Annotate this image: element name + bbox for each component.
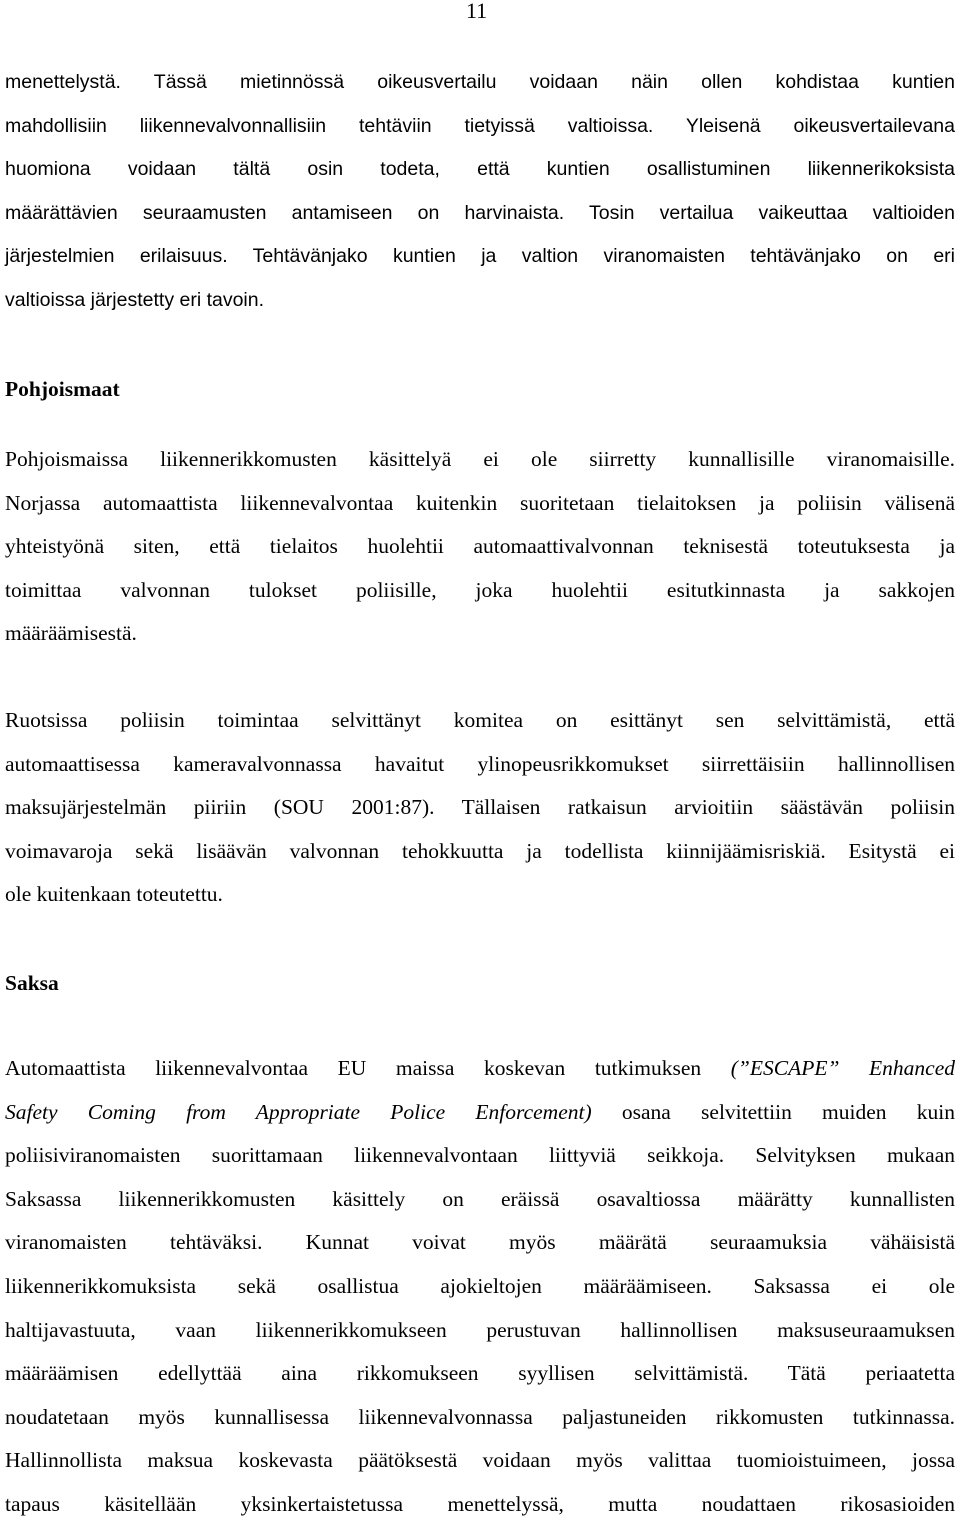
paragraph-saksa bbox=[5, 1047, 955, 1527]
paragraph-ruotsi bbox=[5, 699, 955, 917]
text-run: osana selvitettiin muiden kuin bbox=[591, 1099, 955, 1124]
text-line: haltijavastuuta, vaan liikennerikkomukseen perustuvan hallinnollisen maksuseuraamuksen bbox=[5, 1317, 955, 1342]
section-heading-pohjoismaat: Pohjoismaat bbox=[5, 377, 120, 401]
text-run-italic: Safety Coming from Appropriate Police Enforcement) bbox=[5, 1099, 592, 1124]
page-number: 11 bbox=[466, 0, 488, 23]
text-line: määräämisestä. bbox=[5, 621, 137, 646]
text-line: mahdollisiin liikennevalvonnallisiin tehtäviin tietyissä valtioissa. Yleisenä oikeusvertailevana bbox=[5, 114, 955, 137]
paragraph-intro bbox=[5, 61, 955, 323]
section-heading-saksa: Saksa bbox=[5, 971, 59, 995]
text-line: järjestelmien erilaisuus. Tehtävänjako kuntien ja valtion viranomaisten tehtävänjako on eri bbox=[5, 245, 955, 268]
text-line: toimittaa valvonnan tulokset poliisille, joka huolehtii esitutkinnasta ja sakkojen bbox=[5, 577, 955, 602]
text-line: määräämisen edellyttää aina rikkomukseen syyllisen selvittämistä. Tätä periaatetta bbox=[5, 1361, 955, 1386]
text-line bbox=[5, 1091, 955, 1135]
text-line: maksujärjestelmän piiriin (SOU 2001:87). Tällaisen ratkaisun arvioitiin säästävän poliisin bbox=[5, 795, 955, 820]
text-line: Norjassa automaattista liikennevalvontaa kuitenkin suoritetaan tielaitoksen ja poliisin välisenä bbox=[5, 490, 955, 515]
paragraph-pohjoismaat bbox=[5, 438, 955, 656]
text-line: Ruotsissa poliisin toimintaa selvittänyt komitea on esittänyt sen selvittämistä, että bbox=[5, 708, 955, 732]
text-line: määrättävien seuraamusten antamiseen on harvinaista. Tosin vertailua vaikeuttaa valtioiden bbox=[5, 201, 955, 224]
text-line: liikennerikkomuksista sekä osallistua ajokieltojen määräämiseen. Saksassa ei ole bbox=[5, 1273, 955, 1298]
text-line: voimavaroja sekä lisäävän valvonnan tehokkuutta ja todellista kiinnijäämisriskiä. Esitystä ei bbox=[5, 838, 955, 863]
text-line: Saksassa liikennerikkomusten käsittely on eräissä osavaltiossa määrätty kunnallisten bbox=[5, 1186, 955, 1211]
text-line: yhteistyönä siten, että tielaitos huolehtii automaattivalvonnan teknisestä toteutuksesta ja bbox=[5, 534, 955, 559]
text-line: Hallinnollista maksua koskevasta päätöksestä voidaan myös valittaa tuomioistuimeen, jossa bbox=[5, 1448, 955, 1473]
text-line: ole kuitenkaan toteutettu. bbox=[5, 882, 223, 907]
text-line bbox=[5, 1047, 955, 1091]
text-line: automaattisessa kameravalvonnassa havaitut ylinopeusrikkomukset siirrettäisiin hallinnollisen bbox=[5, 751, 955, 776]
text-run: Automaattista liikennevalvontaa EU maissa koskevan tutkimuksen bbox=[5, 1056, 731, 1080]
text-line: noudatetaan myös kunnallisessa liikennevalvonnassa paljastuneiden rikkomusten tutkinnassa. bbox=[5, 1404, 955, 1429]
text-line: viranomaisten tehtäväksi. Kunnat voivat myös määrätä seuraamuksia vähäisistä bbox=[5, 1230, 955, 1255]
text-line: poliisiviranomaisten suorittamaan liikennevalvontaan liittyviä seikkoja. Selvityksen mukaan bbox=[5, 1143, 955, 1168]
text-line: menettelystä. Tässä mietinnössä oikeusvertailu voidaan näin ollen kohdistaa kuntien bbox=[5, 71, 955, 93]
text-line: valtioissa järjestetty eri tavoin. bbox=[5, 288, 265, 311]
text-line: Pohjoismaissa liikennerikkomusten käsittelyä ei ole siirretty kunnallisille viranomaisille. bbox=[5, 447, 955, 471]
text-run-italic: (”ESCAPE” Enhanced bbox=[730, 1056, 956, 1080]
text-line: huomiona voidaan tältä osin todeta, että kuntien osallistuminen liikennerikoksista bbox=[5, 158, 955, 181]
text-line: tapaus käsitellään yksinkertaistetussa menettelyssä, mutta noudattaen rikosasioiden bbox=[5, 1491, 955, 1516]
